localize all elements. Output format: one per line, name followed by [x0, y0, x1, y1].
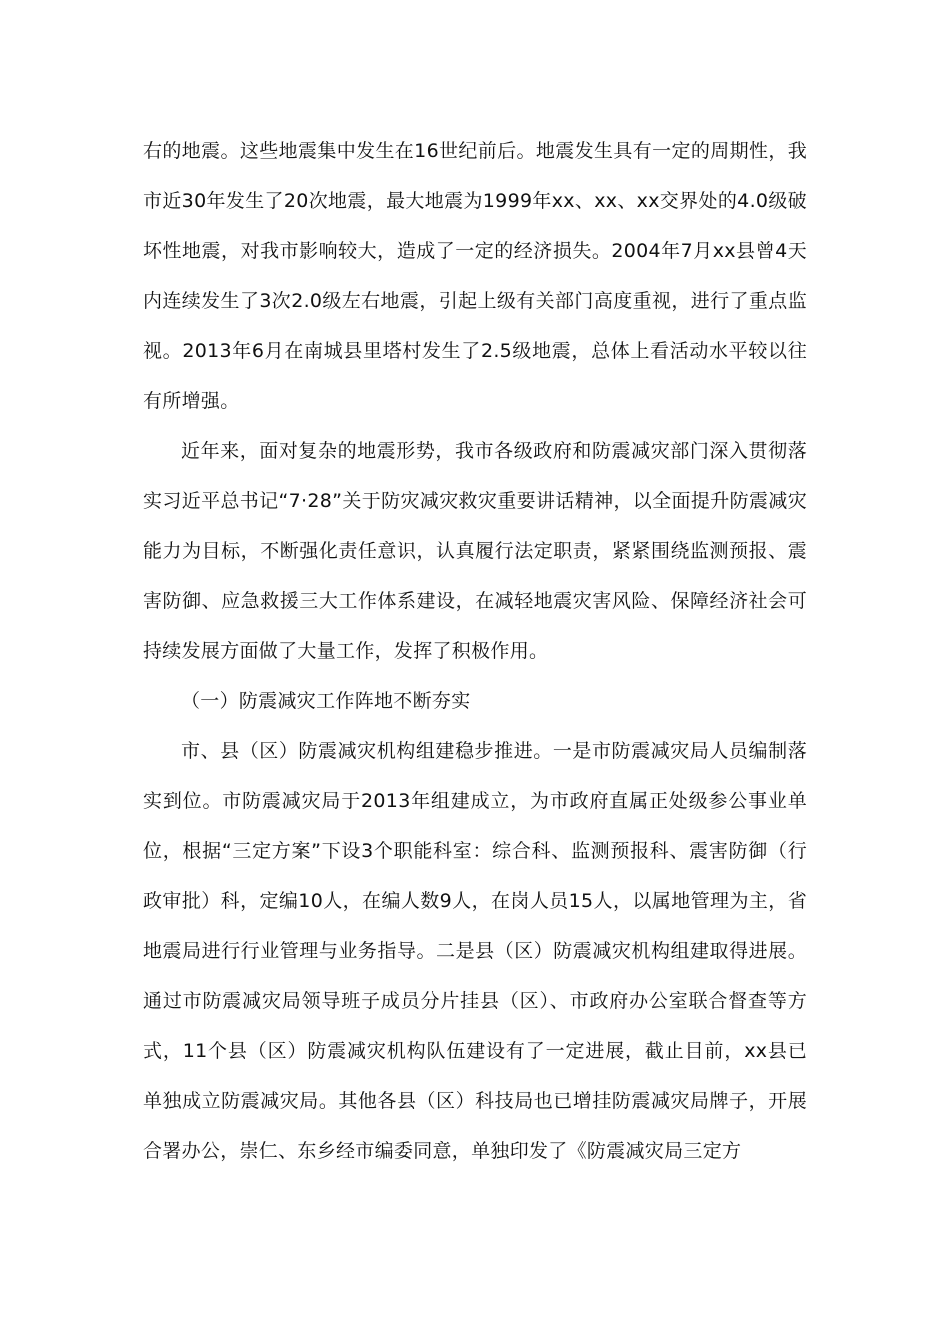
document-body [143, 126, 807, 1176]
paragraph-institution-building: 市、县（区）防震减灾机构组建稳步推进。一是市防震减灾局人员编制落实到位。市防震减灾局于2013年组建成立，为市政府直属正处级参公事业单位，根据“三定方案”下设3个职能科室：综合科、监测预报科、震害防御（行政审批）科，定编10人，在编人数9人，在岗人员15人，以属地管理为主，省地震局进行行业管理与业务指导。二是县（区）防震减灾机构组建取得进展。通过市防震减灾局领导班子成员分片挂县（区）、市政府办公室联合督查等方式，11个县（区）防震减灾机构队伍建设有了一定进展，截止目前，xx县已单独成立防震减灾局。其他各县（区）科技局也已增挂防震减灾局牌子，开展合署办公，崇仁、东乡经市编委同意，单独印发了《防震减灾局三定方 [143, 740, 807, 1162]
paragraph-recent-work: 近年来，面对复杂的地震形势，我市各级政府和防震减灾部门深入贯彻落实习近平总书记“7·28”关于防灾减灾救灾重要讲话精神，以全面提升防震减灾能力为目标，不断强化责任意识，认真履行法定职责，紧紧围绕监测预报、震害防御、应急救援三大工作体系建设，在减轻地震灾害风险、保障经济社会可持续发展方面做了大量工作，发挥了积极作用。 [143, 440, 807, 662]
paragraph-earthquake-history: 右的地震。这些地震集中发生在16世纪前后。地震发生具有一定的周期性，我市近30年发生了20次地震，最大地震为1999年xx、xx、xx交界处的4.0级破坏性地震，对我市影响较大，造成了一定的经济损失。2004年7月xx县曾4天内连续发生了3次2.0级左右地震，引起上级有关部门高度重视，进行了重点监视。2013年6月在南城县里塔村发生了2.5级地震，总体上看活动水平较以往有所增强。 [143, 140, 807, 412]
section-heading: （一）防震减灾工作阵地不断夯实 [181, 690, 471, 712]
